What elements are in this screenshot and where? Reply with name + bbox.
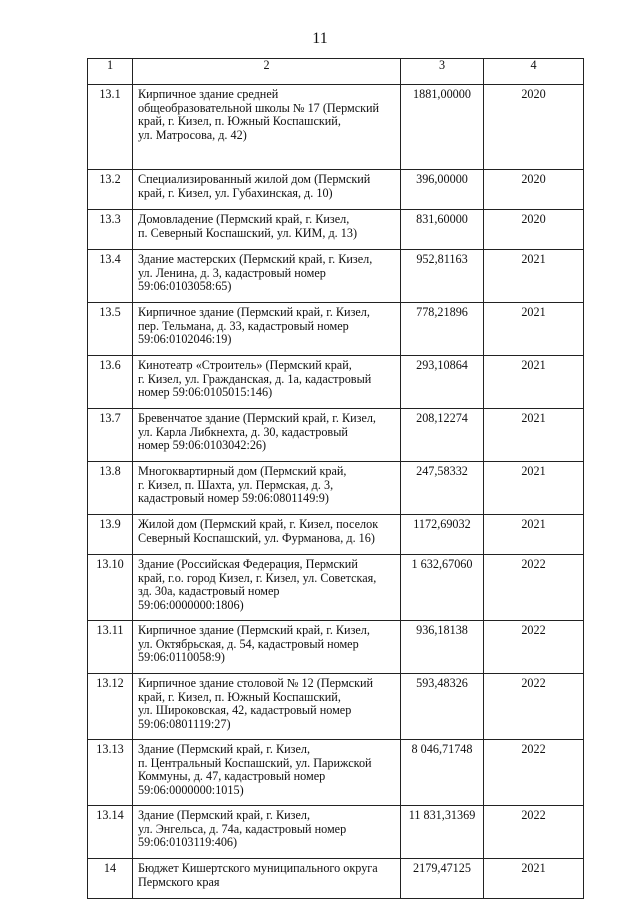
object-description [133,303,401,356]
description-line: 59:06:0103119:406) [138,835,238,850]
row-number: 13.2 [88,170,133,210]
object-description [133,462,401,515]
description-line: 59:06:0110058:9) [138,650,225,665]
year-value: 2022 [484,674,584,740]
amount-value: 396,00000 [401,170,484,210]
object-description [133,740,401,806]
description-line: Здание (Российская Федерация, Пермский [138,557,358,571]
year-value: 2021 [484,859,584,899]
description-line: 59:06:0103058:65) [138,279,232,294]
amount-value: 831,60000 [401,210,484,250]
year-value: 2020 [484,170,584,210]
description-line: Пермского края [138,874,220,889]
table-row [88,674,584,740]
year-value: 2020 [484,210,584,250]
table-row [88,515,584,555]
year-value: 2021 [484,250,584,303]
description-line: ул. Карла Либкнехта, д. 30, кадастровый [138,424,348,439]
description-line: общеобразовательной школы № 17 (Пермский [138,100,380,115]
row-number: 13.13 [88,740,133,806]
description-line: 59:06:0000000:1806) [138,597,244,612]
description-line: Кинотеатр «Строитель» (Пермский край, [138,358,352,372]
table-body [88,85,584,899]
table-row [88,250,584,303]
row-number: 13.12 [88,674,133,740]
description-line: Многоквартирный дом (Пермский край, [138,464,347,478]
amount-value: 11 831,31369 [401,806,484,859]
description-line: кадастровый номер 59:06:0801149:9) [138,491,329,506]
object-description [133,674,401,740]
year-value: 2022 [484,806,584,859]
table-row [88,170,584,210]
object-description [133,170,401,210]
object-description [133,555,401,621]
object-description [133,356,401,409]
object-description [133,515,401,555]
description-line: край, г. Кизел, п. Южный Коспашский, [138,689,341,704]
object-description [133,250,401,303]
description-line: Коммуны, д. 47, кадастровый номер [138,769,326,784]
description-line: ул. Энгельса, д. 74а, кадастровый номер [138,821,347,836]
object-description [133,859,401,899]
year-value: 2021 [484,515,584,555]
object-description [133,210,401,250]
table-row [88,210,584,250]
year-value: 2022 [484,740,584,806]
page-number: 11 [312,30,328,47]
amount-value: 1881,00000 [401,85,484,170]
row-number: 13.5 [88,303,133,356]
description-line: 59:06:0102046:19) [138,332,232,347]
description-line: 59:06:0801119:27) [138,716,231,731]
description-line: Северный Коспашский, ул. Фурманова, д. 16) [138,530,375,545]
table-row [88,806,584,859]
table-row [88,859,584,899]
object-description [133,409,401,462]
header-col-3: 3 [401,59,484,85]
year-value: 2020 [484,85,584,170]
year-value: 2021 [484,409,584,462]
year-value: 2021 [484,356,584,409]
row-number: 13.10 [88,555,133,621]
description-line: Специализированный жилой дом (Пермский [138,172,371,186]
description-line: номер 59:06:0103042:26) [138,438,267,453]
description-line: Здание (Пермский край, г. Кизел, [138,742,310,756]
description-line: ул. Ленина, д. 3, кадастровый номер [138,265,326,280]
amount-value: 778,21896 [401,303,484,356]
description-line: Кирпичное здание столовой № 12 (Пермский [138,676,374,690]
amount-value: 593,48326 [401,674,484,740]
description-line: Бревенчатое здание (Пермский край, г. Кизел, [138,411,376,425]
description-line: п. Центральный Коспашский, ул. Парижской [138,755,372,770]
description-line: край, г. Кизел, ул. Губахинская, д. 10) [138,185,333,200]
table-row [88,621,584,674]
year-value: 2022 [484,555,584,621]
table-row [88,555,584,621]
description-line: 59:06:0000000:1015) [138,782,244,797]
amount-value: 1172,69032 [401,515,484,555]
amount-value: 293,10864 [401,356,484,409]
table-header [88,59,584,85]
object-description [133,806,401,859]
row-number: 14 [88,859,133,899]
row-number: 13.9 [88,515,133,555]
year-value: 2022 [484,621,584,674]
row-number: 13.6 [88,356,133,409]
table-row [88,740,584,806]
row-number: 13.4 [88,250,133,303]
description-line: номер 59:06:0105015:146) [138,385,273,400]
amount-value: 936,18138 [401,621,484,674]
description-line: пер. Тельмана, д. 33, кадастровый номер [138,318,349,333]
table-row [88,85,584,170]
table-row [88,409,584,462]
amount-value: 8 046,71748 [401,740,484,806]
year-value: 2021 [484,303,584,356]
description-line: край, г.о. город Кизел, г. Кизел, ул. Советская, [138,570,377,585]
description-line: Здание (Пермский край, г. Кизел, [138,808,310,822]
amount-value: 952,81163 [401,250,484,303]
description-line: ул. Октябрьская, д. 54, кадастровый номер [138,636,359,651]
row-number: 13.11 [88,621,133,674]
amount-value: 1 632,67060 [401,555,484,621]
row-number: 13.1 [88,85,133,170]
object-description [133,85,401,170]
table-row [88,356,584,409]
description-line: г. Кизел, п. Шахта, ул. Пермская, д. 3, [138,477,334,492]
amount-value: 247,58332 [401,462,484,515]
description-line: Домовладение (Пермский край, г. Кизел, [138,212,350,226]
object-description [133,621,401,674]
description-line: Бюджет Кишертского муниципального округа [138,861,378,875]
table-row [88,462,584,515]
description-line: п. Северный Коспашский, ул. КИМ, д. 13) [138,225,358,240]
header-col-2: 2 [133,59,401,85]
description-line: Кирпичное здание средней [138,87,279,101]
description-line: Кирпичное здание (Пермский край, г. Кизел, [138,305,370,319]
description-line: зд. 30а, кадастровый номер [138,584,280,599]
description-line: г. Кизел, ул. Гражданская, д. 1а, кадастровый [138,371,372,386]
description-line: Жилой дом (Пермский край, г. Кизел, поселок [138,517,379,531]
year-value: 2021 [484,462,584,515]
description-line: Здание мастерских (Пермский край, г. Кизел, [138,252,373,266]
row-number: 13.7 [88,409,133,462]
description-line: край, г. Кизел, п. Южный Коспашский, [138,114,341,129]
description-line: ул. Матросова, д. 42) [138,127,247,142]
description-line: ул. Широковская, 42, кадастровый номер [138,703,352,718]
amount-value: 2179,47125 [401,859,484,899]
header-col-1: 1 [88,59,133,85]
row-number: 13.3 [88,210,133,250]
table-row [88,303,584,356]
property-table [87,58,584,899]
row-number: 13.8 [88,462,133,515]
header-col-4: 4 [484,59,584,85]
amount-value: 208,12274 [401,409,484,462]
description-line: Кирпичное здание (Пермский край, г. Кизел, [138,623,370,637]
row-number: 13.14 [88,806,133,859]
